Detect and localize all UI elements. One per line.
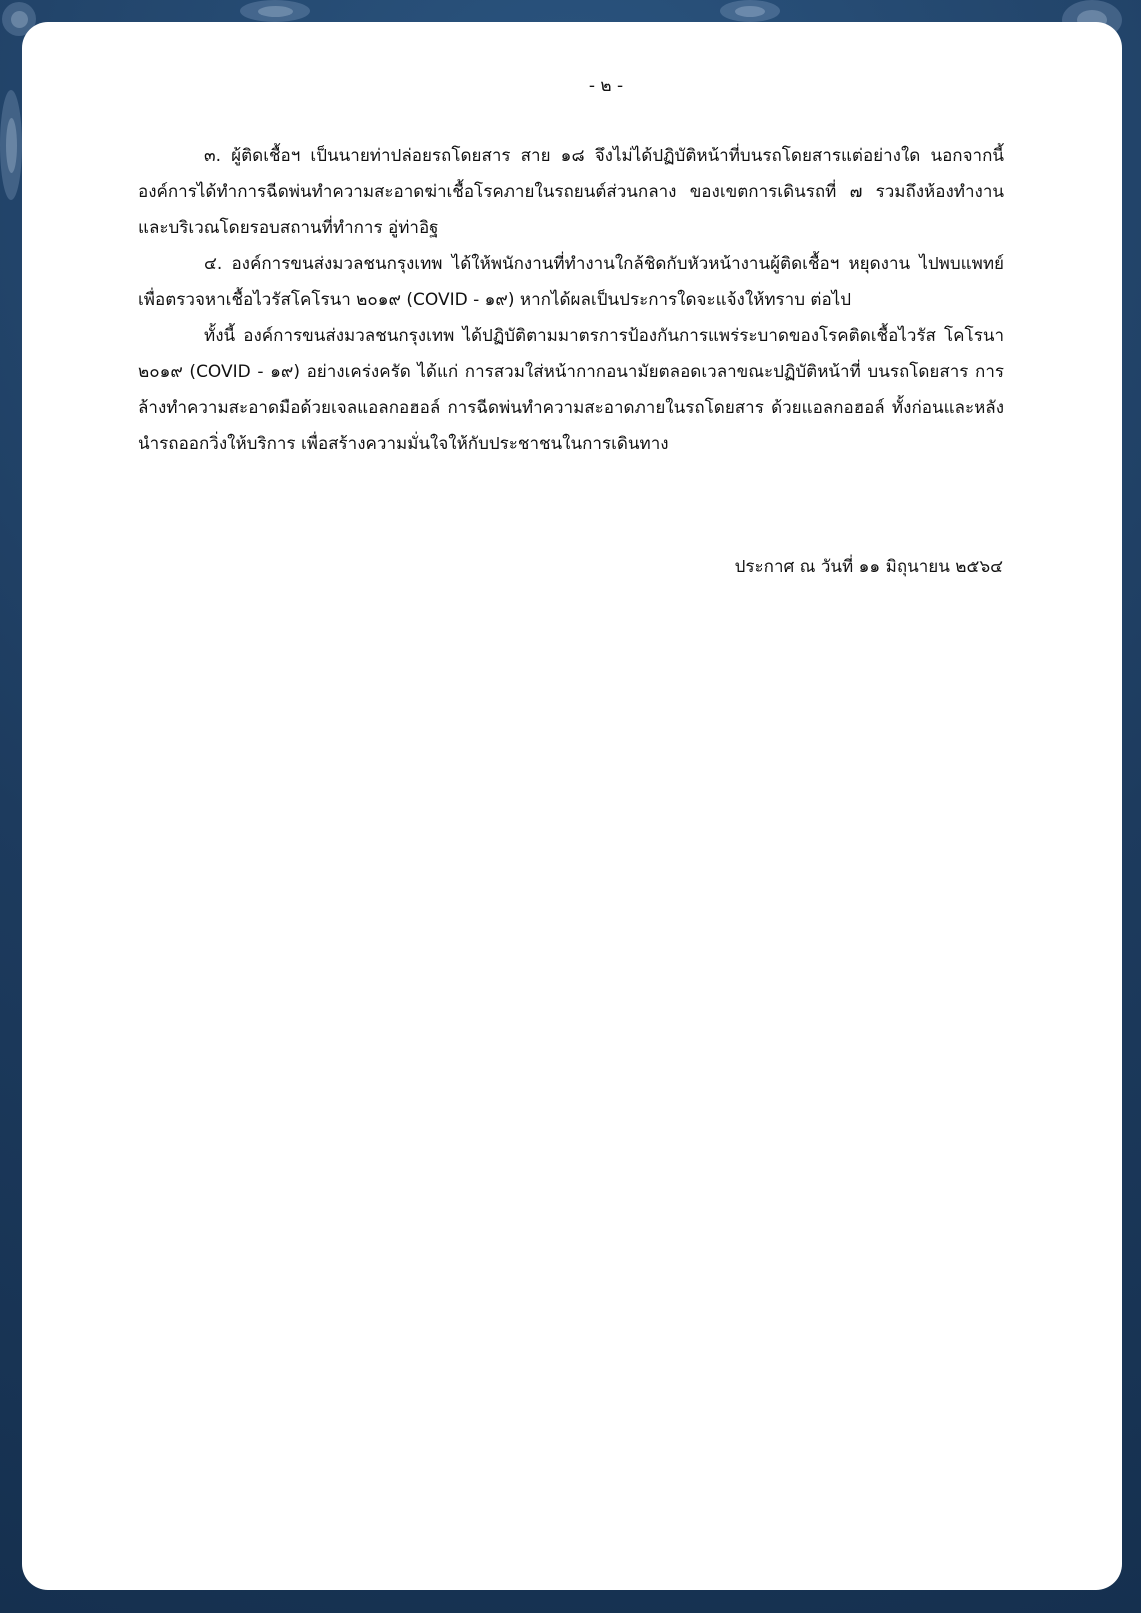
announcement-body — [138, 138, 1004, 462]
paragraph-item-4: ๔. องค์การขนส่งมวลชนกรุงเทพ ได้ให้พนักงานที่ทำงานใกล้ชิดกับหัวหน้างานผู้ติดเชื้อฯ หยุดงาน ไปพบแพทย์ เพื่อตรวจหาเชื้อไวรัสโคโรนา ๒๐๑๙ (COVID - ๑๙) หากได้ผลเป็นประการใดจะแจ้งให้ทราบ ต่อไป — [138, 254, 1004, 310]
paragraph-item-3: ๓. ผู้ติดเชื้อฯ เป็นนายท่าปล่อยรถโดยสาร สาย ๑๘ จึงไม่ได้ปฏิบัติหน้าที่บนรถโดยสารแต่อย่างใด นอกจากนี้ องค์การได้ทำการฉีดพ่นทำความสะอาดฆ่าเชื้อโรคภายในรถยนต์ส่วนกลาง ของเขตการเดินรถที่ ๗ รวมถึงห้องทำงาน และบริเวณโดยรอบสถานที่ทำการ อู่ท่าอิฐ — [138, 146, 1004, 238]
announcement-date: ประกาศ ณ วันที่ ๑๑ มิถุนายน ๒๕๖๔ — [734, 557, 1003, 577]
virus-decoration-icon — [0, 90, 22, 200]
virus-decoration-icon — [240, 0, 310, 22]
virus-decoration-icon — [720, 0, 780, 22]
paragraph-summary: ทั้งนี้ องค์การขนส่งมวลชนกรุงเทพ ได้ปฏิบัติตามมาตรการป้องกันการแพร่ระบาดของโรคติดเชื้อไวรัส โคโรนา ๒๐๑๙ (COVID - ๑๙) อย่างเคร่งครัด ได้แก่ การสวมใส่หน้ากากอนามัยตลอดเวลาขณะปฏิบัติหน้าที่ บนรถโดยสาร การล้างทำความสะอาดมือด้วยเจลแอลกอฮอล์ การฉีดพ่นทำความสะอาดภายในรถโดยสาร ด้วยแอลกอฮอล์ ทั้งก่อนและหลังนำรถออกวิ่งให้บริการ เพื่อสร้างความมั่นใจให้กับประชาชนในการเดินทาง — [138, 326, 1004, 454]
page-number: - ๒ - — [588, 76, 624, 96]
